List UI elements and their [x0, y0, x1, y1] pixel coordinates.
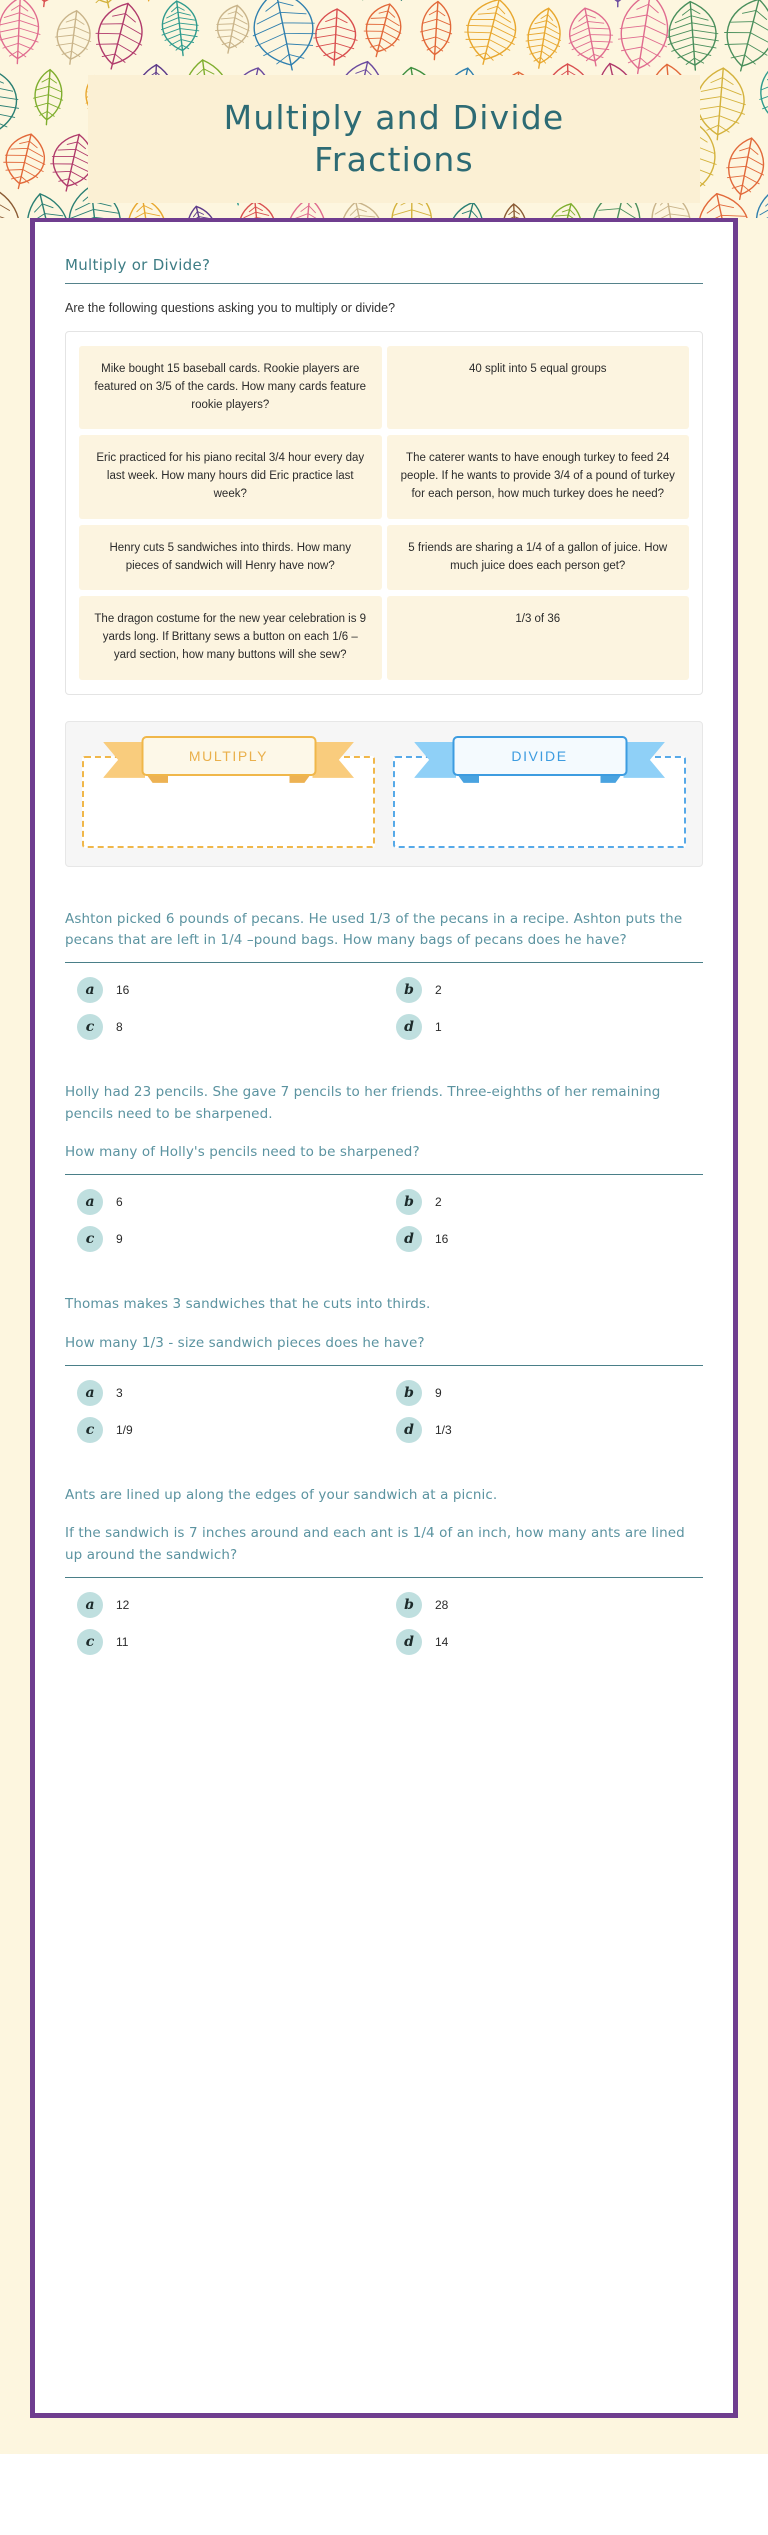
option-b[interactable]: [384, 1380, 703, 1406]
option-value: 16: [435, 1232, 449, 1247]
problem-cell[interactable]: 1/3 of 36: [387, 596, 690, 679]
option-value: 1/9: [116, 1423, 133, 1438]
option-value: 9: [435, 1386, 442, 1401]
option-a[interactable]: [65, 977, 384, 1003]
option-letter-bubble[interactable]: d: [396, 1417, 422, 1443]
question-subtext: How many of Holly's pencils need to be sharpened?: [65, 1144, 420, 1161]
divide-ribbon: [452, 736, 627, 776]
option-b[interactable]: [384, 1189, 703, 1215]
option-d[interactable]: [384, 1629, 703, 1655]
option-value: 6: [116, 1195, 123, 1210]
section-instruction: Are the following questions asking you to multiply or divide?: [65, 301, 396, 315]
option-value: 16: [116, 983, 130, 998]
option-letter-bubble[interactable]: d: [396, 1014, 422, 1040]
option-a[interactable]: [65, 1189, 384, 1215]
question-1: [65, 909, 703, 1041]
sorting-panel: [65, 721, 703, 867]
option-value: 11: [116, 1635, 129, 1650]
option-c[interactable]: [65, 1629, 384, 1655]
option-letter-bubble[interactable]: a: [77, 1380, 103, 1406]
option-letter-bubble[interactable]: b: [396, 977, 422, 1003]
question-text: Thomas makes 3 sandwiches that he cuts into thirds.: [65, 1296, 431, 1313]
option-list: [65, 1592, 703, 1655]
option-value: 1/3: [435, 1423, 452, 1438]
option-letter-bubble[interactable]: c: [77, 1226, 103, 1252]
option-letter-bubble[interactable]: a: [77, 1189, 103, 1215]
option-a[interactable]: [65, 1592, 384, 1618]
multiply-label: MULTIPLY: [141, 736, 316, 776]
option-letter-bubble[interactable]: a: [77, 1592, 103, 1618]
problem-cell[interactable]: The dragon costume for the new year celebration is 9 yards long. If Brittany sews a button on each 1/6 –yard section, how many buttons will she sew?: [79, 596, 382, 679]
option-value: 2: [435, 1195, 442, 1210]
option-c[interactable]: [65, 1417, 384, 1443]
page-title-line2: Fractions: [314, 140, 474, 179]
option-letter-bubble[interactable]: c: [77, 1014, 103, 1040]
worksheet-page: [30, 218, 738, 2418]
worksheet-background: [0, 218, 768, 2454]
option-list: [65, 977, 703, 1040]
question-text: Ants are lined up along the edges of your sandwich at a picnic.: [65, 1487, 498, 1504]
question-2: [65, 1082, 703, 1252]
worksheet-header: [0, 0, 768, 218]
question-subtext: How many 1/3 - size sandwich pieces does he have?: [65, 1334, 425, 1351]
word-problem-box: [65, 331, 703, 695]
table-row: [79, 435, 689, 518]
option-list: [65, 1380, 703, 1443]
option-value: 1: [435, 1020, 442, 1035]
option-letter-bubble[interactable]: d: [396, 1629, 422, 1655]
option-value: 12: [116, 1598, 130, 1613]
word-problem-table: [74, 340, 694, 686]
question-text: Ashton picked 6 pounds of pecans. He used 1/3 of the pecans in a recipe. Ashton puts the pecans that are left in 1/4 –pound bags. How many bags of pecans does he have?: [65, 910, 683, 949]
problem-cell[interactable]: Henry cuts 5 sandwiches into thirds. How many pieces of sandwich will Henry have now?: [79, 525, 382, 591]
option-d[interactable]: [384, 1417, 703, 1443]
problem-cell[interactable]: 5 friends are sharing a 1/4 of a gallon of juice. How much juice does each person get?: [387, 525, 690, 591]
option-d[interactable]: [384, 1226, 703, 1252]
option-letter-bubble[interactable]: c: [77, 1417, 103, 1443]
sort-column-multiply: [82, 736, 375, 848]
question-4: [65, 1485, 703, 1655]
question-divider: [65, 1577, 703, 1578]
problem-cell[interactable]: 40 split into 5 equal groups: [387, 346, 690, 429]
option-letter-bubble[interactable]: d: [396, 1226, 422, 1252]
page-title-line1: Multiply and Divide: [223, 97, 565, 137]
option-letter-bubble[interactable]: c: [77, 1629, 103, 1655]
option-value: 9: [116, 1232, 123, 1247]
question-divider: [65, 1174, 703, 1175]
problem-cell[interactable]: Eric practiced for his piano recital 3/4 hour every day last week. How many hours did Eric practice last week?: [79, 435, 382, 518]
multiply-ribbon: [141, 736, 316, 776]
option-letter-bubble[interactable]: b: [396, 1380, 422, 1406]
option-c[interactable]: [65, 1226, 384, 1252]
option-letter-bubble[interactable]: b: [396, 1592, 422, 1618]
sort-column-divide: [393, 736, 686, 848]
option-letter-bubble[interactable]: a: [77, 977, 103, 1003]
divide-label: DIVIDE: [452, 736, 627, 776]
question-divider: [65, 962, 703, 963]
table-row: [79, 596, 689, 679]
question-3: [65, 1294, 703, 1443]
option-value: 8: [116, 1020, 123, 1035]
option-value: 28: [435, 1598, 449, 1613]
question-divider: [65, 1365, 703, 1366]
problem-cell[interactable]: The caterer wants to have enough turkey to feed 24 people. If he wants to provide 3/4 of a pound of turkey for each person, how much turkey does he need?: [387, 435, 690, 518]
question-subtext: If the sandwich is 7 inches around and each ant is 1/4 of an inch, how many ants are lined up around the sandwich?: [65, 1525, 685, 1563]
problem-cell[interactable]: Mike bought 15 baseball cards. Rookie players are featured on 3/5 of the cards. How many cards feature rookie players?: [79, 346, 382, 429]
option-a[interactable]: [65, 1380, 384, 1406]
option-value: 14: [435, 1635, 449, 1650]
section-divider: [65, 283, 703, 284]
table-row: [79, 346, 689, 429]
section-title: Multiply or Divide?: [65, 256, 211, 274]
option-value: 3: [116, 1386, 123, 1401]
table-row: [79, 525, 689, 591]
option-list: [65, 1189, 703, 1252]
option-b[interactable]: [384, 977, 703, 1003]
title-banner: [88, 75, 700, 203]
question-text: Holly had 23 pencils. She gave 7 pencils to her friends. Three-eighths of her remaining pencils need to be sharpened.: [65, 1084, 661, 1122]
option-letter-bubble[interactable]: b: [396, 1189, 422, 1215]
option-c[interactable]: [65, 1014, 384, 1040]
section-multiply-or-divide: [65, 256, 703, 695]
option-d[interactable]: [384, 1014, 703, 1040]
option-value: 2: [435, 983, 442, 998]
option-b[interactable]: [384, 1592, 703, 1618]
